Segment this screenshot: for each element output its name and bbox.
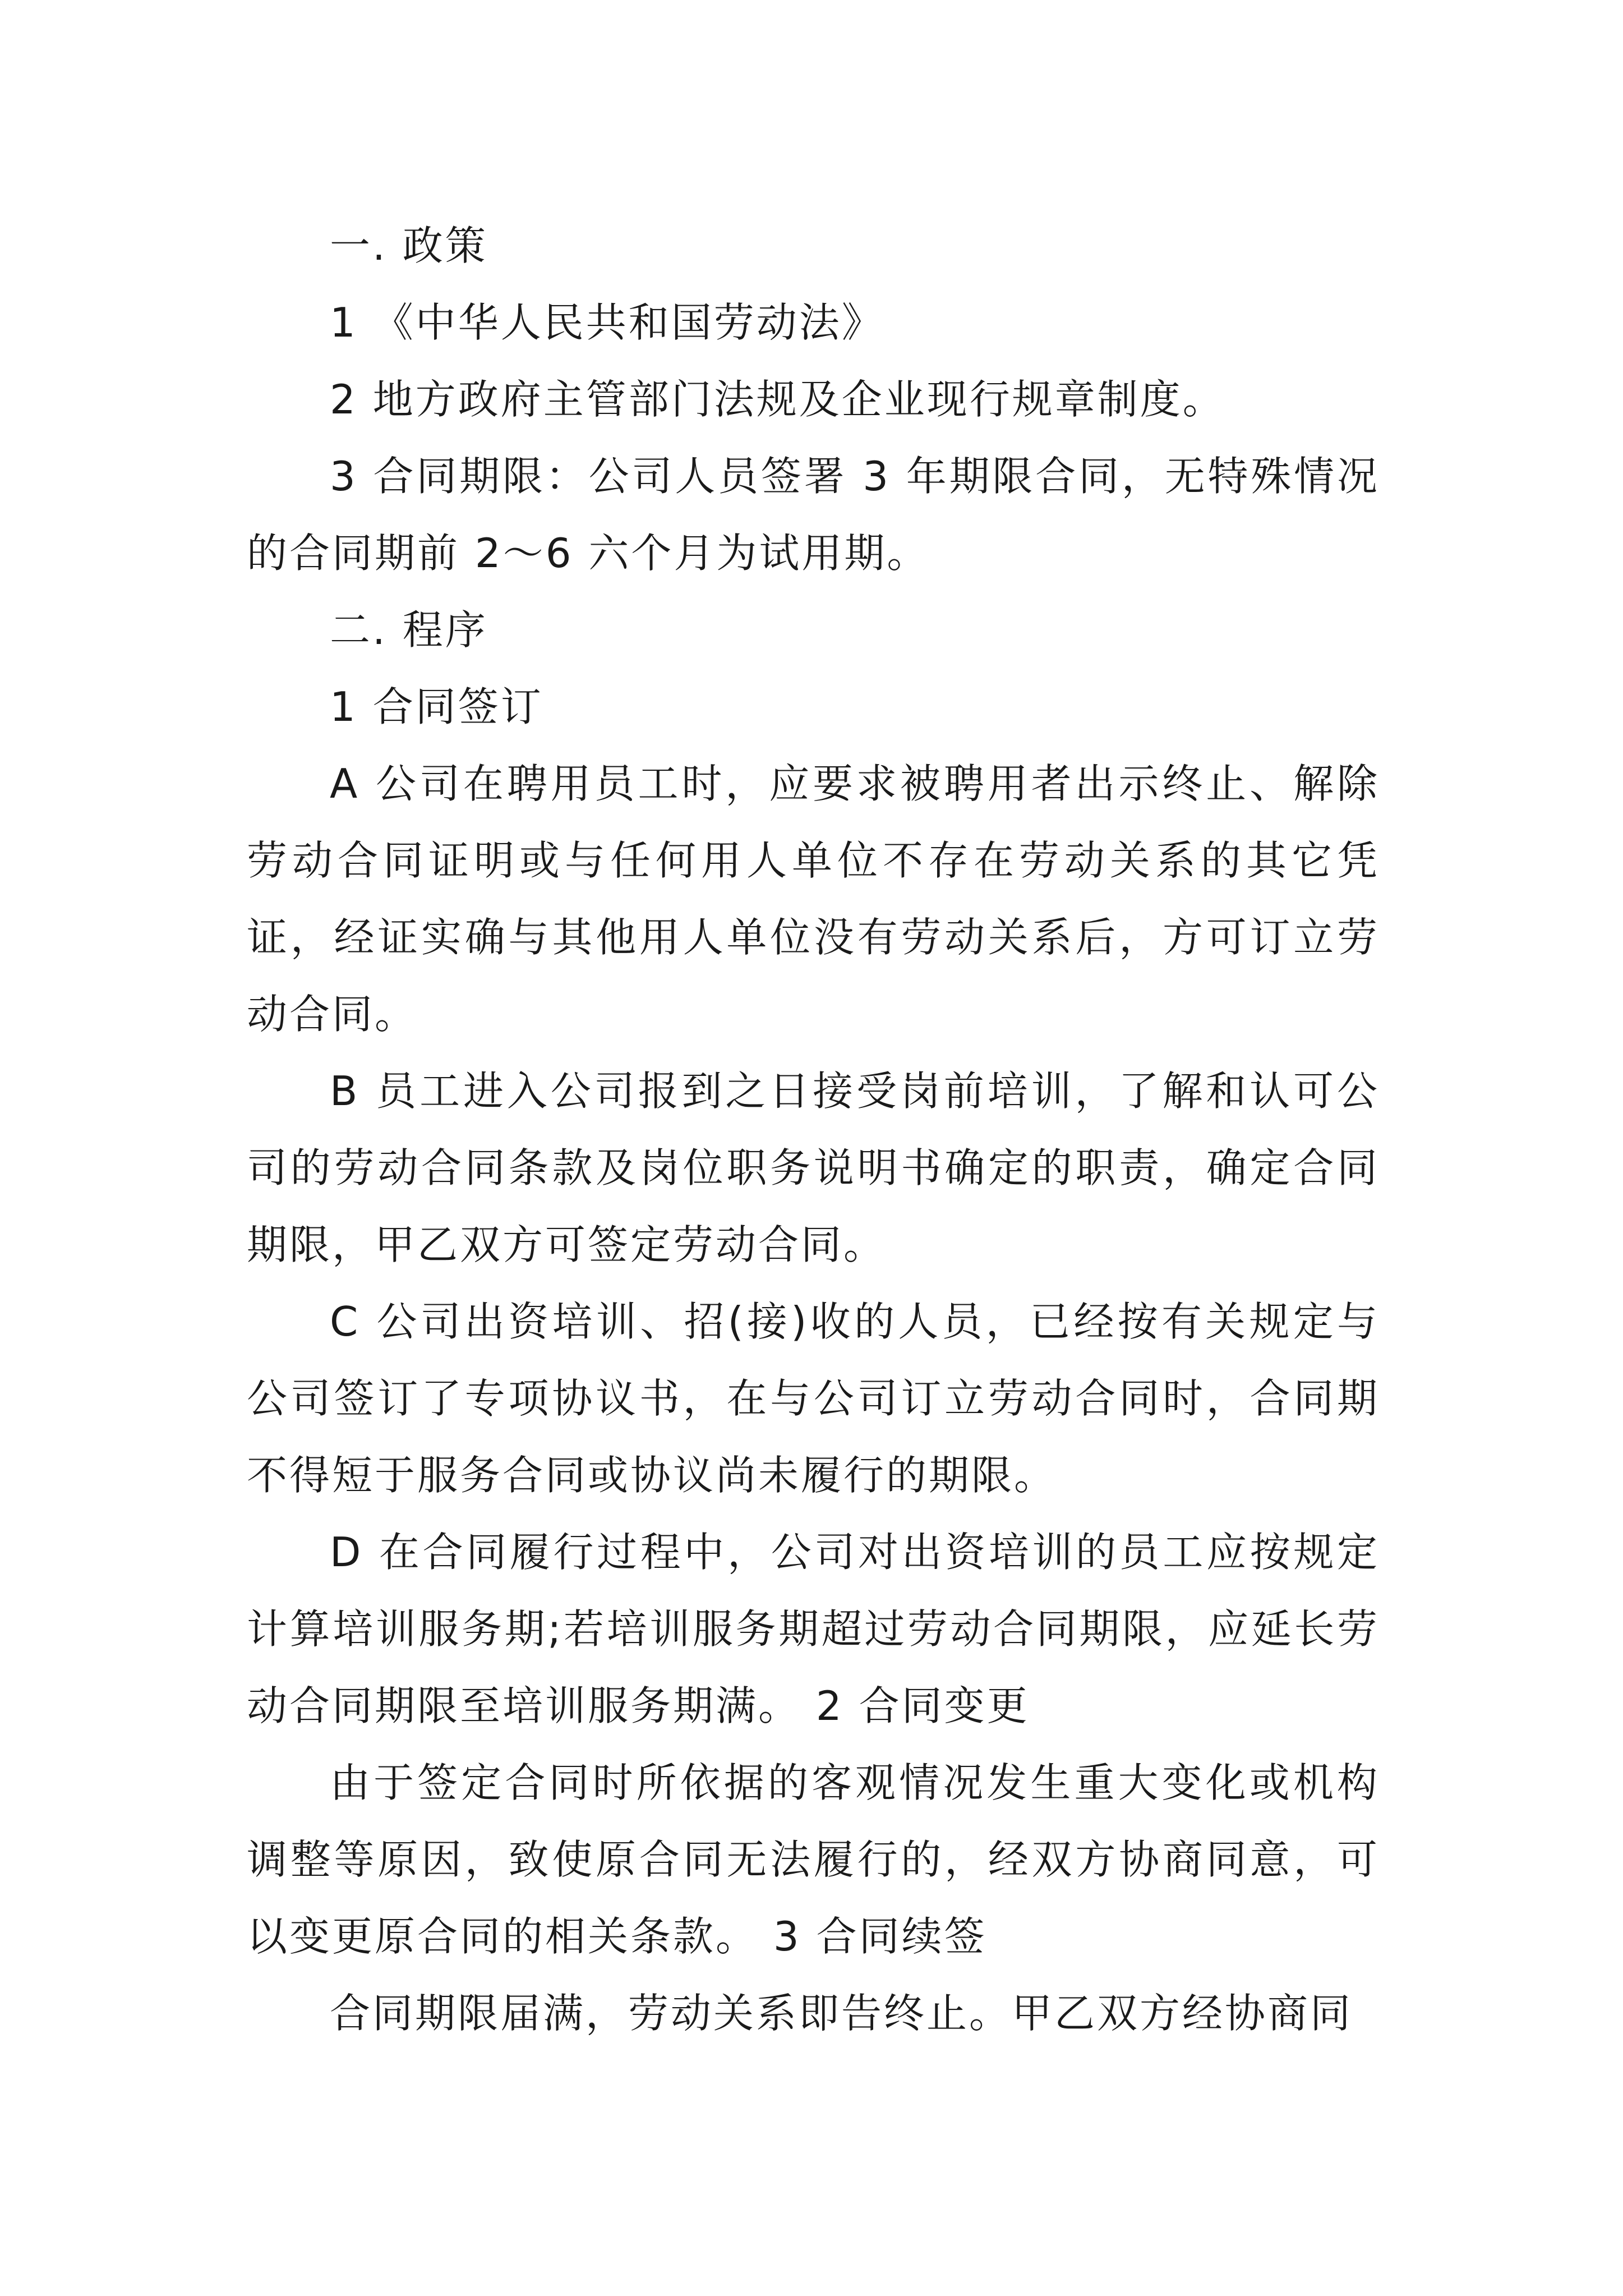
contract-change-paragraph: 由于签定合同时所依据的客观情况发生重大变化或机构调整等原因，致使原合同无法履行的，经双方协商同意，可以变更原合同的相关条款。 3 合同续签 [247, 1759, 1380, 1960]
procedure-item-d: D 在合同履行过程中，公司对出资培训的员工应按规定计算培训服务期;若培训服务期超过劳动合同期限，应延长劳动合同期限至培训服务期满。 2 合同变更 [247, 1529, 1380, 1729]
contract-renewal-paragraph: 合同期限届满，劳动关系即告终止。甲乙双方经协商同 [330, 1990, 1353, 2037]
section-heading-policy: 一. 政策 [330, 222, 488, 269]
procedure-item-a: A 公司在聘用员工时，应要求被聘用者出示终止、解除劳动合同证明或与任何用人单位不存在劳动关系的其它凭证，经证实确与其他用人单位没有劳动关系后，方可订立劳动合同。 [247, 760, 1380, 1038]
procedure-subheading-signing: 1 合同签订 [330, 683, 543, 730]
policy-item-3: 3 合同期限：公司人员签署 3 年期限合同，无特殊情况的合同期前 2～6 六个月为试用期。 [247, 453, 1380, 577]
policy-item-1: 1 《中华人民共和国劳动法》 [330, 299, 884, 346]
document-body [247, 208, 1380, 2052]
policy-item-2: 2 地方政府主管部门法规及企业现行规章制度。 [330, 376, 1225, 423]
procedure-item-c: C 公司出资培训、招(接)收的人员，已经按有关规定与公司签订了专项协议书，在与公司订立劳动合同时，合同期不得短于服务合同或协议尚未履行的期限。 [247, 1298, 1380, 1499]
section-heading-procedure: 二. 程序 [330, 606, 488, 654]
procedure-item-b: B 员工进入公司报到之日接受岗前培训，了解和认可公司的劳动合同条款及岗位职务说明书确定的职责，确定合同期限，甲乙双方可签定劳动合同。 [247, 1068, 1380, 1268]
